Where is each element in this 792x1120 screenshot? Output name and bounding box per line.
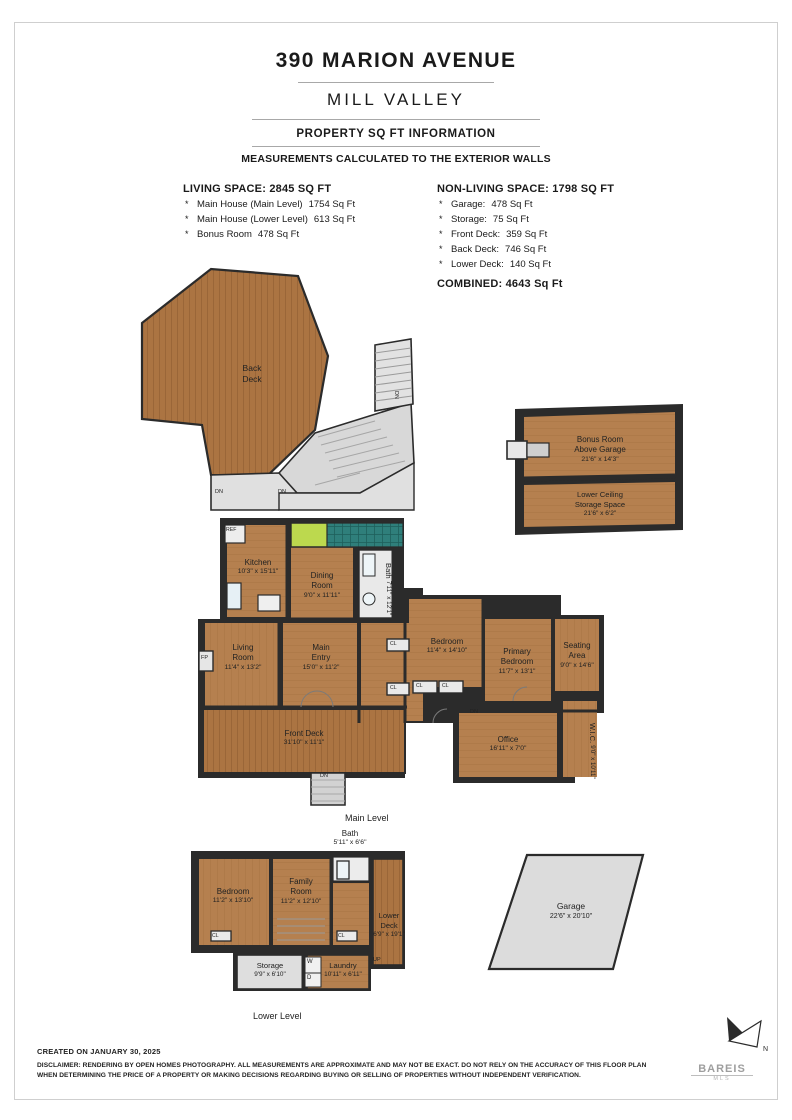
room-label-garage: Garage 22'6" x 20'10": [549, 901, 593, 921]
room-label-front-deck: Front Deck 31'10" x 11'1": [283, 729, 325, 747]
non-living-space-item: * Lower Deck: 140 Sq Ft: [439, 259, 552, 270]
bareis-mls-logo: [691, 1063, 753, 1085]
non-living-space-item: * Front Deck: 359 Sq Ft: [439, 229, 548, 240]
room-label-living-room: Living Room 11'4" x 13'2": [224, 643, 262, 671]
level-label-lower: Lower Level: [253, 1011, 302, 1021]
closet-label: CL: [212, 933, 219, 939]
stair-direction-label: DN: [470, 709, 478, 715]
room-label-main-entry: Main Entry 15'0" x 11'2": [302, 643, 340, 671]
bullet-icon: *: [185, 199, 189, 209]
stair-direction-label: DN: [393, 391, 399, 399]
closet-label: CL: [390, 685, 397, 691]
footer: [37, 1047, 755, 1081]
refrigerator-label: REF: [226, 527, 237, 533]
bullet-icon: *: [185, 229, 189, 239]
living-space-item: * Main House (Main Level) 1754 Sq Ft: [185, 199, 356, 210]
room-label-kitchen: Kitchen 10'3" x 15'11": [237, 558, 279, 576]
living-space-item: * Main House (Lower Level) 613 Sq Ft: [185, 214, 356, 225]
non-living-space-item: * Garage: 478 Sq Ft: [439, 199, 533, 210]
room-label-wic: W.I.C. 9'0" x 10'11": [588, 723, 597, 779]
stair-direction-label: DN: [320, 773, 328, 779]
living-space-item: * Bonus Room 478 Sq Ft: [185, 229, 300, 240]
measurement-note: MEASUREMENTS CALCULATED TO THE EXTERIOR WALLS: [241, 153, 551, 165]
combined-sqft: COMBINED: 4643 Sq Ft: [437, 278, 563, 290]
disclaimer-line-2: WHEN DETERMINING THE PRICE OF A PROPERTY OR MAKING DECISIONS REGARDING BUYING OR SELLING OF PROPERTIES WITHOUT INDEPENDENT VERIFICATION.: [37, 1072, 581, 1080]
room-label-office: Office 16'11" x 7'0": [489, 735, 527, 753]
room-label-dining-room: Dining Room 9'0" x 11'11": [303, 571, 341, 599]
room-label-laundry: Laundry 10'11" x 6'11": [324, 961, 362, 978]
level-label-main: Main Level: [345, 813, 389, 823]
city-subtitle: MILL VALLEY: [327, 90, 465, 109]
room-label-family-room: Family Room 11'2" x 12'10": [280, 877, 322, 905]
bullet-icon: *: [439, 259, 443, 269]
room-label-storage-space: Lower Ceiling Storage Space 21'6" x 6'2": [574, 490, 626, 517]
room-label-primary-bedroom: Primary Bedroom 11'7" x 13'1": [498, 647, 536, 675]
room-label-bonus-room: Bonus Room Above Garage 21'6" x 14'3": [574, 435, 626, 463]
living-space-title: LIVING SPACE: 2845 SQ FT: [183, 183, 332, 195]
closet-label: CL: [338, 933, 345, 939]
disclaimer-line-1: DISCLAIMER: RENDERING BY OPEN HOMES PHOTOGRAPHY. ALL MEASUREMENTS ARE APPROXIMATE AND MAY NOT BE EXACT. DO NOT RELY ON THE ACCURACY OF THIS FLOOR PLAN: [37, 1061, 647, 1069]
closet-label: CL: [442, 683, 449, 689]
non-living-space-title: NON-LIVING SPACE: 1798 SQ FT: [437, 183, 615, 195]
page-title: 390 MARION AVENUE: [275, 49, 517, 72]
room-label-lower-deck: Lower Deck 6'9" x 19'1": [373, 911, 405, 938]
room-label-bath-main: Bath 7'11" x 12'1": [384, 563, 393, 616]
closet-label: CL: [390, 641, 397, 647]
floor-plan-drawing: [15, 23, 779, 1101]
stair-direction-label: DN: [278, 489, 286, 495]
fireplace-label: FP: [201, 655, 209, 661]
bullet-icon: *: [439, 229, 443, 239]
bullet-icon: *: [185, 214, 189, 224]
room-label-bedroom-lower: Bedroom 11'2" x 13'10": [212, 887, 254, 905]
logo-secondary-text: MLS: [691, 1075, 753, 1082]
bullet-icon: *: [439, 244, 443, 254]
closet-label: CL: [416, 683, 423, 689]
room-label-bedroom-main: Bedroom 11'4" x 14'10": [426, 637, 468, 655]
dryer-label: D: [307, 975, 312, 981]
washer-label: W: [307, 959, 313, 965]
bullet-icon: *: [439, 214, 443, 224]
room-label-seating-area: Seating Area 9'0" x 14'6": [560, 641, 594, 669]
logo-primary-text: BAREIS: [698, 1063, 746, 1075]
non-living-space-item: * Back Deck: 746 Sq Ft: [439, 244, 547, 255]
svg-text:N: N: [763, 1046, 769, 1053]
floor-plan-page: [14, 22, 778, 1100]
room-label-storage-lower: Storage 9'9" x 6'10": [254, 961, 286, 978]
bullet-icon: *: [439, 199, 443, 209]
room-label-back-deck: Back Deck: [242, 363, 262, 384]
room-label-bath-lower: Bath 5'11" x 6'6": [333, 829, 367, 847]
sqft-section-title: PROPERTY SQ FT INFORMATION: [296, 128, 496, 140]
created-date: CREATED ON JANUARY 30, 2025: [37, 1046, 161, 1056]
non-living-space-item: * Storage: 75 Sq Ft: [439, 214, 529, 225]
stair-direction-label: UP: [373, 957, 381, 963]
stair-direction-label: DN: [215, 489, 223, 495]
